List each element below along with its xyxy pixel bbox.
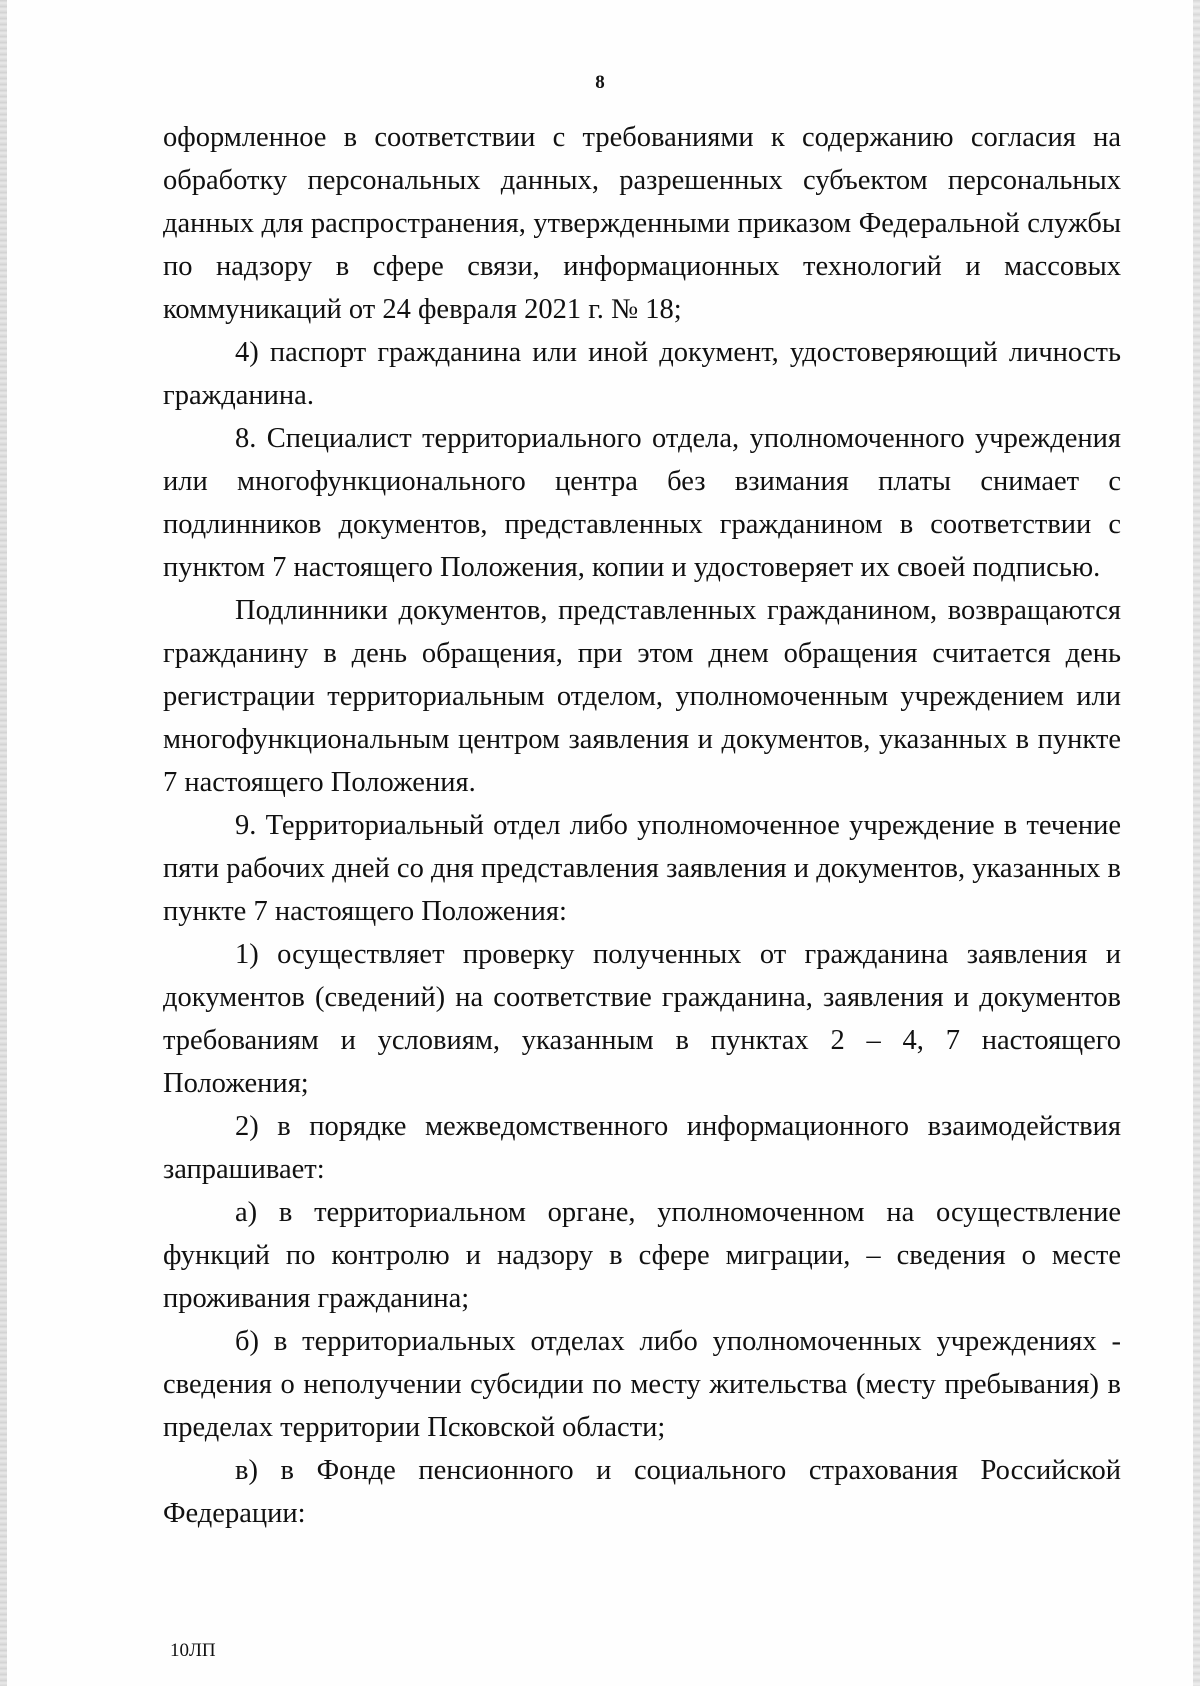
paragraph-subitem-v-pension-fund: в) в Фонде пенсионного и социального страхования Российской Федерации: bbox=[163, 1455, 1121, 1529]
document-body bbox=[163, 116, 1121, 1535]
paragraph-clause-8: 8. Специалист территориального отдела, уполномоченного учреждения или многофункционального центра без взимания платы снимает с подлинников документов, представленных гражданином в соответствии с пунктом 7 настоящего Положения, копии и удостоверяет их своей подписью. bbox=[163, 423, 1121, 583]
paragraph-item-4-passport: 4) паспорт гражданина или иной документ, удостоверяющий личность гражданина. bbox=[163, 337, 1121, 411]
paragraph-subitem-b-subsidy: б) в территориальных отделах либо уполномоченных учреждениях - сведения о неполучении субсидии по месту жительства (месту пребывания) в пределах территории Псковской области; bbox=[163, 1326, 1121, 1443]
footer-document-code: 10ЛП bbox=[170, 1640, 216, 1661]
scan-edge-right bbox=[1193, 0, 1200, 1686]
paragraph-item-1-verification: 1) осуществляет проверку полученных от гражданина заявления и документов (сведений) на соответствие гражданина, заявления и документов требованиям и условиям, указанным в пунктах 2 – 4, 7 настоящего Положения; bbox=[163, 939, 1121, 1099]
paragraph-originals-returned: Подлинники документов, представленных гражданином, возвращаются гражданину в день обращения, при этом днем обращения считается день регистрации территориальным отделом, уполномоченным учреждением или многофункциональным центром заявления и документов, указанных в пункте 7 настоящего Положения. bbox=[163, 595, 1121, 798]
paragraph-clause-9: 9. Территориальный отдел либо уполномоченное учреждение в течение пяти рабочих дней со дня представления заявления и документов, указанных в пункте 7 настоящего Положения: bbox=[163, 810, 1121, 927]
page-number: 8 bbox=[595, 72, 605, 93]
paragraph-subitem-a-migration: а) в территориальном органе, уполномоченном на осуществление функций по контролю и надзору в сфере миграции, – сведения о месте проживания гражданина; bbox=[163, 1197, 1121, 1314]
paragraph-item-2-request: 2) в порядке межведомственного информационного взаимодействия запрашивает: bbox=[163, 1111, 1121, 1185]
paragraph-consent-continuation: оформленное в соответствии с требованиями к содержанию согласия на обработку персональных данных, разрешенных субъектом персональных данных для распространения, утвержденными приказом Федеральной службы по надзору в сфере связи, информационных технологий и массовых коммуникаций от 24 февраля 2021 г. № 18; bbox=[163, 122, 1121, 325]
scan-edge-left bbox=[0, 0, 7, 1686]
